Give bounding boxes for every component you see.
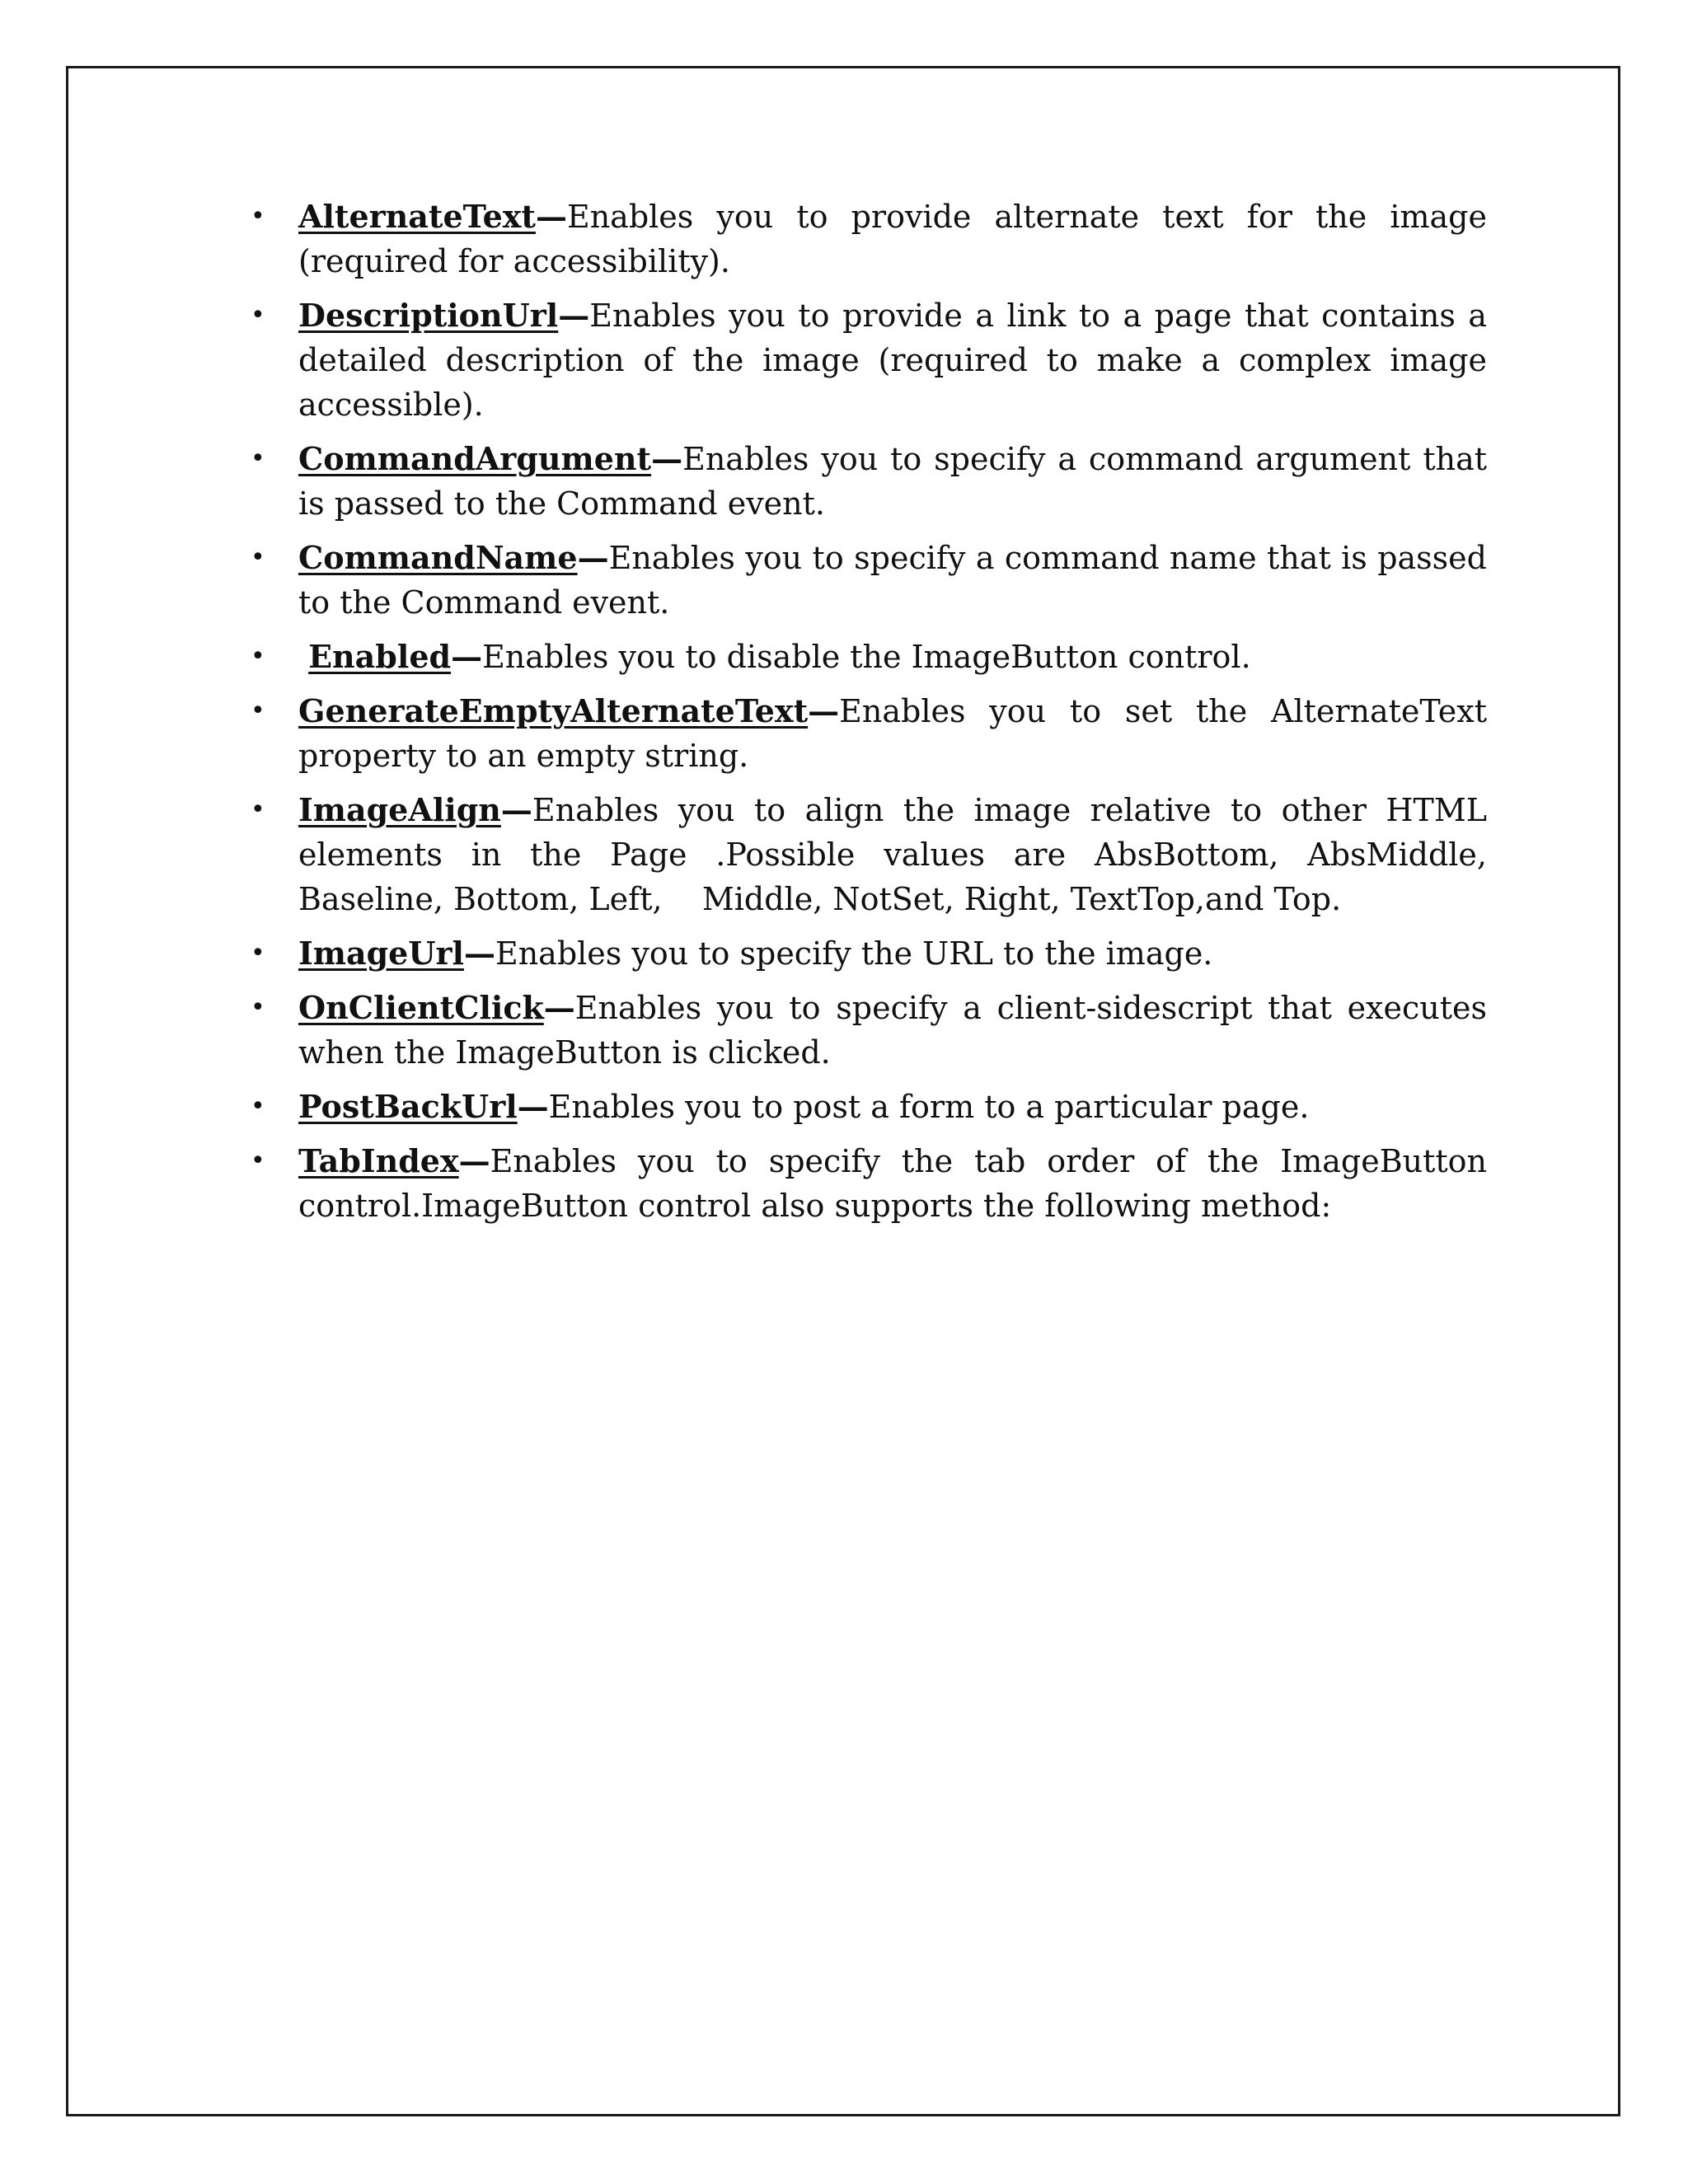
property-description: Enables you to provide a link to a page that contains a detailed description of the image (required to make a complex image accessible). [298, 298, 1487, 423]
list-item-commandargument [251, 437, 1487, 526]
property-term: OnClientClick [298, 989, 544, 1026]
em-dash: — [500, 791, 532, 828]
property-description: Enables you to specify the tab order of the ImageButton control.ImageButton control also supports the following method: [298, 1143, 1487, 1224]
property-description: Enables you to specify the URL to the image. [495, 935, 1213, 972]
bullet-icon: • [251, 444, 265, 473]
property-description: Enables you to provide alternate text for the image (required for accessibility). [298, 199, 1487, 279]
property-description: Enables you to specify a client-sidescript that executes when the ImageButton is clicked. [298, 990, 1487, 1071]
em-dash: — [535, 198, 567, 235]
em-dash: — [558, 297, 590, 334]
em-dash: — [458, 1142, 490, 1179]
property-term: PostBackUrl [298, 1088, 518, 1125]
em-dash: — [517, 1088, 549, 1125]
bullet-icon: • [251, 1092, 265, 1121]
property-description: Enables you to specify a command name that is passed to the Command event. [298, 540, 1487, 621]
bullet-icon: • [251, 795, 265, 824]
property-term: TabIndex [298, 1142, 459, 1179]
em-dash: — [808, 692, 840, 729]
list-item-imagealign [251, 788, 1498, 921]
em-dash: — [451, 638, 483, 675]
bullet-icon: • [251, 642, 265, 671]
list-item-descriptionurl [251, 293, 1487, 427]
property-description: Enables you to disable the ImageButton control. [482, 639, 1251, 675]
bullet-icon: • [251, 696, 265, 725]
bullet-icon: • [251, 1146, 265, 1175]
em-dash: — [543, 989, 575, 1026]
list-item-postbackurl [251, 1085, 1487, 1129]
bullet-icon: • [251, 993, 265, 1022]
bullet-icon: • [251, 202, 265, 231]
property-term: CommandArgument [298, 440, 652, 477]
em-dash: — [651, 440, 683, 477]
list-item-alternatetext [251, 194, 1487, 284]
list-item-commandname [251, 536, 1487, 625]
bullet-icon: • [251, 939, 265, 968]
list-item-generateemptyalternatetext [251, 689, 1487, 778]
property-term: ImageUrl [298, 935, 464, 972]
list-item-enabled [251, 635, 1487, 679]
property-description: Enables you to set the AlternateText property to an empty string. [298, 693, 1487, 774]
property-term: ImageAlign [298, 791, 501, 828]
property-description: Enables you to specify a command argument that is passed to the Command event. [298, 441, 1487, 522]
property-description: Enables you to post a form to a particular page. [548, 1089, 1310, 1125]
bullet-icon: • [251, 301, 265, 330]
property-term: AlternateText [298, 198, 536, 235]
em-dash: — [463, 935, 495, 972]
document-body [251, 194, 1498, 1238]
property-term: Enabled [308, 638, 452, 675]
list-item-tabindex [251, 1139, 1487, 1228]
property-term: CommandName [298, 539, 578, 576]
bullet-icon: • [251, 543, 265, 572]
list-item-onclientclick [251, 986, 1487, 1075]
em-dash: — [577, 539, 609, 576]
list-item-imageurl [251, 931, 1487, 976]
property-list [251, 194, 1498, 1228]
property-description: Enables you to align the image relative to other HTML elements in the Page .Possible values are AbsBottom, AbsMiddle, Baseline, Bottom, Left, Middle, NotSet, Right, TextTop,and Top. [298, 792, 1498, 917]
property-term: GenerateEmptyAlternateText [298, 692, 809, 729]
property-term: DescriptionUrl [298, 297, 559, 334]
